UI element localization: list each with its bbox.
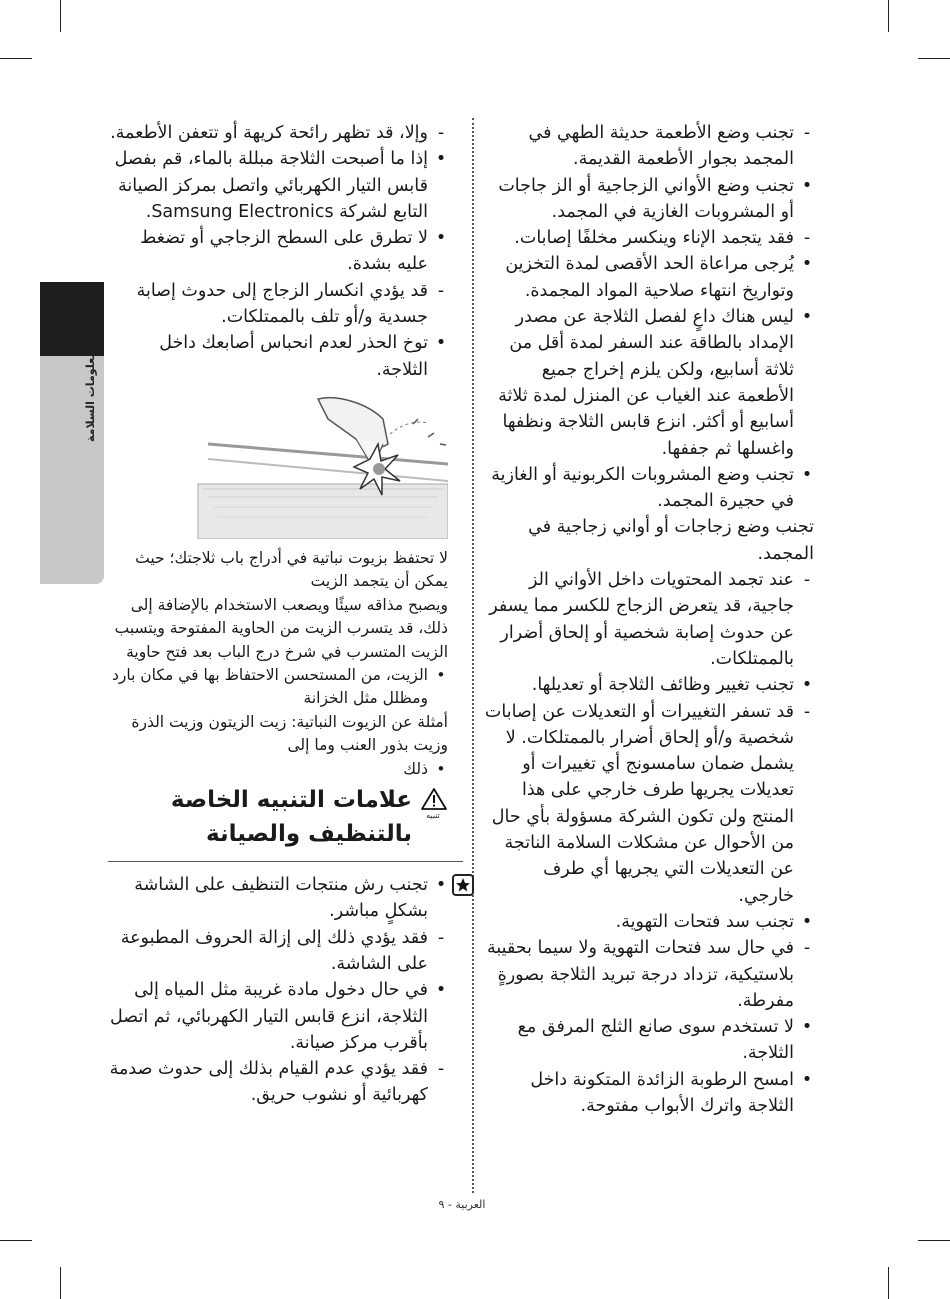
bullet-marker: •	[436, 759, 446, 778]
dash-marker: -	[803, 938, 811, 959]
dash-marker: -	[437, 1059, 445, 1080]
bullet-item	[108, 872, 448, 925]
item-text: في حال دخول مادة غريبة مثل المياه إلى الثلاجة، انزع قابس التيار الكهربائي، ثم اتصل بأقرب مركز صيانة.	[110, 980, 428, 1053]
crop-mark	[918, 1240, 950, 1241]
crop-mark	[0, 58, 32, 59]
item-text: لا تطرق على السطح الزجاجي أو تضغط عليه بشدة.	[140, 228, 428, 275]
warning-icon-caption: تنبيه	[426, 811, 440, 821]
warning-title: علامات التنبيه الخاصة	[170, 787, 412, 814]
heading-rule	[108, 861, 463, 862]
bullet-marker: •	[801, 1017, 813, 1038]
item-text: تجنب سد فتحات التهوية.	[615, 911, 794, 932]
crop-mark	[918, 58, 950, 59]
item-text: فقد يؤدي عدم القيام بذلك إلى حدوث صدمة كهربائية أو نشوب حريق.	[109, 1059, 428, 1106]
bullet-item	[108, 664, 448, 711]
bullet-marker: •	[435, 333, 447, 354]
paragraph	[484, 514, 814, 567]
item-text: وإلا، قد تظهر رائحة كريهة أو تتعفن الأطعمة.	[110, 123, 428, 143]
item-text: يُرجى مراعاة الحد الأقصى لمدة التخزين وتواريخ انتهاء صلاحية المواد المجمدة.	[505, 254, 794, 301]
item-text: ويصبح مذاقه سيئًا ويصعب الاستخدام بالإضافة إلى ذلك، قد يتسرب الزيت من الحاوية المفتوحة ويتسبب الزيت المتسرب في شرخ درج الباب بعد فتح حاوية	[114, 595, 448, 661]
bullet-item	[484, 909, 814, 935]
item-text: قد يؤدي انكسار الزجاج إلى حدوث إصابة جسدية و/أو تلف بالممتلكات.	[136, 280, 428, 328]
dash-item	[484, 225, 814, 251]
bullet-marker: •	[801, 175, 813, 196]
bullet-item	[484, 672, 814, 698]
warning-heading	[108, 787, 448, 857]
finger-pinch-illustration	[178, 389, 448, 539]
bullet-item	[484, 462, 814, 515]
dash-marker: -	[803, 228, 811, 249]
bullet-marker: •	[801, 307, 813, 328]
dash-marker: -	[437, 280, 445, 301]
bullet-marker: •	[435, 228, 447, 249]
item-text: لا تستخدم سوى صانع الثلج المرفق مع الثلاجة.	[517, 1017, 794, 1064]
item-text: امسح الرطوبة الزائدة المتكونة داخل الثلاجة واترك الأبواب مفتوحة.	[530, 1069, 794, 1116]
item-text: إذا ما أصبحت الثلاجة مبللة بالماء، قم بفصل قابس التيار الكهربائي واتصل بمركز الصيانة التابع لشركة Samsung Electronics.	[114, 149, 428, 222]
bullet-marker: •	[435, 980, 447, 1001]
item-text: ليس هناك داعٍ لفصل الثلاجة عن مصدر الإمداد بالطاقة عند السفر لمدة أقل من ثلاثة أسابيع، ولكن يلزم إخراج جميع الأطعمة عند الغياب عن المنزل لمدة ثلاثة أسابيع أو أكثر. انزع قابس الثلاجة ونظفها واغسلها ثم جففها.	[498, 307, 794, 459]
item-text: فقد يؤدي ذلك إلى إزالة الحروف المطبوعة على الشاشة.	[120, 927, 428, 974]
crop-mark	[888, 0, 889, 32]
dash-item	[108, 120, 448, 146]
item-text: عند تجمد المحتويات داخل الأواني الز جاجية، قد يتعرض الزجاج للكسر مما يسفر عن حدوث إصابة شخصية أو إلحاق أضرار بالممتلكات.	[489, 570, 794, 669]
item-text: تجنب وضع المشروبات الكربونية أو الغازية في حجيرة المجمد.	[491, 464, 794, 512]
dash-marker: -	[803, 123, 811, 143]
crop-mark	[0, 1240, 32, 1241]
bullet-marker: •	[801, 675, 813, 696]
bullet-item	[484, 1067, 814, 1120]
bullet-item	[484, 1014, 814, 1067]
item-text: الزيت، من المستحسن الاحتفاظ بها في مكان بارد ومظلل مثل الخزانة	[111, 666, 428, 708]
crop-mark	[60, 0, 61, 32]
bullet-marker: •	[436, 666, 446, 684]
dash-marker: -	[803, 701, 811, 722]
warning-title-line2: بالتنظيف والصيانة	[206, 821, 412, 848]
paragraph	[108, 594, 448, 664]
bullet-marker: •	[435, 875, 447, 896]
paragraph	[108, 711, 448, 758]
item-text: تجنب وضع زجاجات أو أواني زجاجية في المجمد.	[528, 517, 814, 564]
bullet-item	[484, 304, 814, 462]
item-text: توخ الحذر لعدم انحباس أصابعك داخل الثلاجة.	[159, 333, 428, 380]
dash-item	[108, 925, 448, 978]
dash-item	[484, 567, 814, 672]
paragraph	[108, 547, 448, 594]
bullet-item	[108, 225, 448, 278]
bullet-item	[108, 330, 448, 383]
bullet-item	[108, 146, 448, 225]
dash-marker: -	[437, 927, 445, 948]
column-divider	[472, 118, 474, 1193]
item-text: تجنب رش منتجات التنظيف على الشاشة بشكلٍ مباشر.	[134, 875, 428, 922]
bullet-item	[108, 758, 448, 781]
dash-item	[108, 278, 448, 331]
dash-item	[484, 935, 814, 1014]
bullet-marker: •	[801, 254, 813, 275]
item-text: تجنب وضع الأطعمة حديثة الطهي في المجمد بجوار الأطعمة القديمة.	[528, 123, 794, 170]
dash-marker: -	[437, 123, 445, 143]
crop-mark	[888, 1267, 889, 1299]
item-text: ذلك	[403, 759, 428, 778]
bullet-item	[484, 173, 814, 226]
bullet-marker: •	[801, 464, 813, 485]
item-text: في حال سد فتحات التهوية ولا سيما بحقيبة بلاستيكية، تزداد درجة تبريد الثلاجة بصورةٍ مفرطة.	[487, 938, 794, 1011]
star-icon	[452, 874, 474, 896]
item-text: فقد يتجمد الإناء وينكسر مخلفًا إصابات.	[514, 228, 794, 249]
item-text: تجنب وضع الأواني الزجاجية أو الز جاجات أو المشروبات الغازية في المجمد.	[498, 175, 794, 222]
dash-item	[484, 699, 814, 909]
dash-marker: -	[803, 570, 811, 591]
left-column	[108, 120, 448, 1109]
dash-item	[108, 1056, 448, 1109]
bullet-item	[108, 977, 448, 1056]
item-text: قد تسفر التغييرات أو التعديلات عن إصابات شخصية و/أو إلحاق أضرار بالممتلكات. لا يشمل ضمان سامسونج أي تغييرات أو تعديلات يجريها طرف خارجي على هذا المنتج ولن تكون الشركة مسؤولة بأي حال من الأحوال عن مشكلات السلامة الناتجة عن التعديلات التي يجريها أي طرف خارجي.	[484, 701, 794, 906]
bullet-item	[484, 251, 814, 304]
right-column	[484, 120, 814, 1119]
item-text: أمثلة عن الزيوت النباتية: زيت الزيتون وزيت الذرة وزيت بذور العنب وما إلى	[131, 712, 448, 755]
item-text: تجنب تغيير وظائف الثلاجة أو تعديلها.	[531, 675, 794, 696]
item-text: لا تحتفظ بزيوت نباتية في أدراج باب ثلاجتك؛ حيث يمكن أن يتجمد الزيت	[135, 548, 448, 591]
section-tab-label: معلومات السلامة	[84, 350, 97, 442]
pinch-warning-illustration	[178, 389, 448, 539]
bullet-marker: •	[801, 1069, 813, 1090]
bullet-marker: •	[435, 149, 447, 170]
dash-item	[484, 120, 814, 173]
page-footer: العربية - ٩	[438, 1198, 486, 1211]
crop-mark	[60, 1267, 61, 1299]
bullet-marker: •	[801, 911, 813, 932]
